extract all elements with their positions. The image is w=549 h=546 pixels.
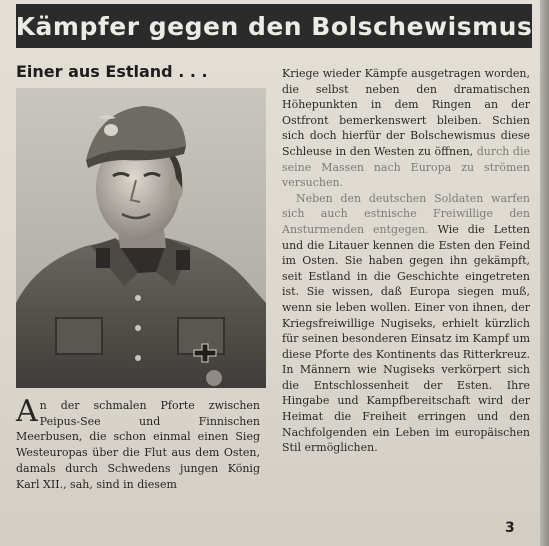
article-right-column (282, 66, 530, 456)
header-banner (16, 4, 532, 48)
drop-cap: A (16, 394, 38, 429)
paragraph-2-text: Wie die Letten und die Litauer kennen die Esten den Feind im Osten. Sie haben gegen ihn gekämpft, seit Estland in die Geschichte eingetreten ist. Sie wissen, daß Europa siegen muß, wenn sie leben wollen. Einer von ihnen, der Kriegsfreiwillige Nugiseks, erhielt kürzlich für seinen besonderen Einsatz im Kampf um diese Pforte des Kontinents das Ritterkreuz. In Männern wie Nugiseks verkörpert sich die Entschlossenheit der Esten. Ihre Hingabe und Kampfbereitschaft wird der Heimat die Freiheit erringen und den Nachfolgenden ein Leben im europäischen Stil ermöglichen. (282, 222, 530, 455)
page-title: Kämpfer gegen den Bolschewismus (15, 11, 533, 41)
page-number: 3 (505, 520, 515, 536)
page-edge (540, 0, 549, 546)
paragraph-2 (282, 191, 530, 456)
paragraph-1-text: Kriege wieder Kämpfe ausgetragen worden, die selbst neben den dramatischen Höhepunkten in dem Ringen an der Ostfront bemerkenswert bleiben. Schien sich doch hierfür der Bolschewismus diese Schleuse in den Westen zu öffnen, (282, 67, 530, 158)
paragraph-2-faded-text: Neben den deutschen Soldaten warfen sich auch estnische Freiwillige den Ansturmenden entgegen. (282, 191, 530, 236)
paragraph-1-faded-text: durch die seine Massen nach Europa zu strömen versuchen. (282, 144, 530, 190)
paragraph-1 (282, 66, 530, 191)
article-subtitle: Einer aus Estland . . . (16, 62, 208, 81)
left-column-text: n der schmalen Pforte zwischen Peipus-See und Finnischen Meerbusen, die schon einmal einen Sieg Westeuropas über die Flut aus dem Osten, damals durch Schwedens jungen König Karl XII., sah, sind in diesem (16, 399, 260, 491)
soldier-photo (16, 88, 266, 388)
article-left-column (16, 394, 260, 492)
